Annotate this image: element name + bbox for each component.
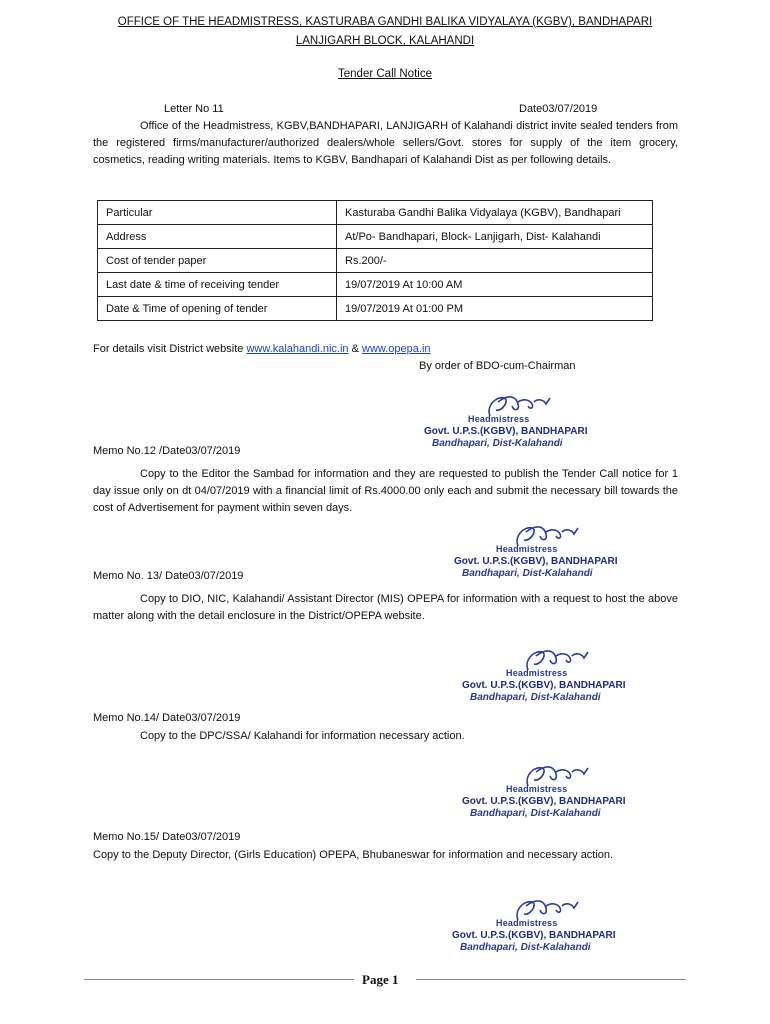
details-prefix: For details visit District website: [93, 343, 247, 355]
stamp-school: Govt. U.P.S.(KGBV), BANDHAPARI: [424, 426, 588, 437]
signature-image: [476, 758, 666, 788]
stamp-school: Govt. U.P.S.(KGBV), BANDHAPARI: [454, 556, 618, 567]
memo-text: Copy to the DPC/SSA/ Kalahandi for information necessary action.: [140, 730, 465, 742]
table-cell-value: Kasturaba Gandhi Balika Vidyalaya (KGBV), Bandhapari: [337, 201, 653, 225]
stamp-school: Govt. U.P.S.(KGBV), BANDHAPARI: [452, 930, 616, 941]
memo-text: Copy to the Deputy Director, (Girls Education) OPEPA, Bhubaneswar for information and necessary action.: [93, 849, 614, 861]
stamp-headmistress: Headmistress: [496, 544, 558, 554]
table-row: [98, 225, 653, 249]
signature-image: [438, 388, 628, 418]
stamp-location: Bandhapari, Dist-Kalahandi: [470, 808, 601, 819]
stamp-school: Govt. U.P.S.(KGBV), BANDHAPARI: [462, 796, 626, 807]
letter-date: Date03/07/2019: [519, 103, 598, 115]
signature-stamp-block: [462, 642, 666, 703]
table-row: [98, 273, 653, 297]
signature-image: [466, 518, 656, 548]
district-website-link[interactable]: www.kalahandi.nic.in: [246, 343, 349, 355]
table-cell-value: Rs.200/-: [337, 249, 653, 273]
table-cell-value: 19/07/2019 At 10:00 AM: [337, 273, 653, 297]
table-cell-value: 19/07/2019 At 01:00 PM: [337, 297, 653, 321]
memo-heading: Memo No.12 /Date03/07/2019: [93, 445, 241, 457]
table-cell-key: Particular: [98, 201, 337, 225]
signature-stamp-block: [424, 388, 628, 449]
stamp-headmistress: Headmistress: [506, 668, 568, 678]
stamp-location: Bandhapari, Dist-Kalahandi: [460, 942, 591, 953]
footer-rule-left: [84, 979, 354, 980]
notice-title: Tender Call Notice: [338, 68, 432, 80]
table-row: [98, 297, 653, 321]
memo-text: Copy to the Editor the Sambad for information and they are requested to publish the Tender Call notice for 1 day issue only on dt 04/07/2019 with a financial limit of Rs.4000.00 only each and submit the necessary bill towards the cost of Advertisement for payment within seven days.: [93, 468, 678, 514]
table-row: [98, 201, 653, 225]
letter-number: Letter No 11: [164, 103, 224, 115]
by-order-text: By order of BDO-cum-Chairman: [419, 360, 576, 372]
office-header-line2: LANJIGARH BLOCK, KALAHANDI: [295, 35, 475, 47]
opepa-website-link[interactable]: www.opepa.in: [362, 343, 431, 355]
table-cell-key: Cost of tender paper: [98, 249, 337, 273]
details-line: [93, 343, 431, 355]
memo-heading: Memo No.14/ Date03/07/2019: [93, 712, 241, 724]
table-cell-value: At/Po- Bandhapari, Block- Lanjigarh, Dist- Kalahandi: [337, 225, 653, 249]
stamp-school: Govt. U.P.S.(KGBV), BANDHAPARI: [462, 680, 626, 691]
stamp-location: Bandhapari, Dist-Kalahandi: [432, 438, 563, 449]
footer-rule-right: [416, 979, 686, 980]
tender-details-table: [97, 200, 653, 321]
memo-text: Copy to DIO, NIC, Kalahandi/ Assistant Director (MIS) OPEPA for information with a request to host the above matter along with the detail enclosure in the District/OPEPA website.: [93, 593, 678, 622]
stamp-headmistress: Headmistress: [468, 414, 530, 424]
signature-image: [476, 642, 666, 672]
table-row: [98, 249, 653, 273]
stamp-location: Bandhapari, Dist-Kalahandi: [470, 692, 601, 703]
stamp-headmistress: Headmistress: [506, 784, 568, 794]
memo-heading: Memo No.15/ Date03/07/2019: [93, 831, 241, 843]
table-cell-key: Address: [98, 225, 337, 249]
office-header-line1: OFFICE OF THE HEADMISTRESS, KASTURABA GANDHI BALIKA VIDYALAYA (KGBV), BANDHAPARI: [117, 16, 653, 28]
page-number: Page 1: [362, 972, 399, 987]
signature-image: [466, 892, 656, 922]
stamp-headmistress: Headmistress: [496, 918, 558, 928]
signature-stamp-block: [452, 892, 656, 953]
details-amp: &: [348, 343, 363, 355]
signature-stamp-block: [454, 518, 656, 579]
memo-heading: Memo No. 13/ Date03/07/2019: [93, 570, 244, 582]
table-cell-key: Last date & time of receiving tender: [98, 273, 337, 297]
table-cell-key: Date & Time of opening of tender: [98, 297, 337, 321]
stamp-location: Bandhapari, Dist-Kalahandi: [462, 568, 593, 579]
letter-body: Office of the Headmistress, KGBV,BANDHAPARI, LANJIGARH of Kalahandi district invite sealed tenders from the registered firms/manufacturer/authorized dealers/whole sellers/Govt. stores for supply of the item grocery, cosmetics, reading writing materials. Items to KGBV, Bandhapari of Kalahandi Dist as per following details.: [93, 120, 678, 166]
signature-stamp-block: [462, 758, 666, 819]
